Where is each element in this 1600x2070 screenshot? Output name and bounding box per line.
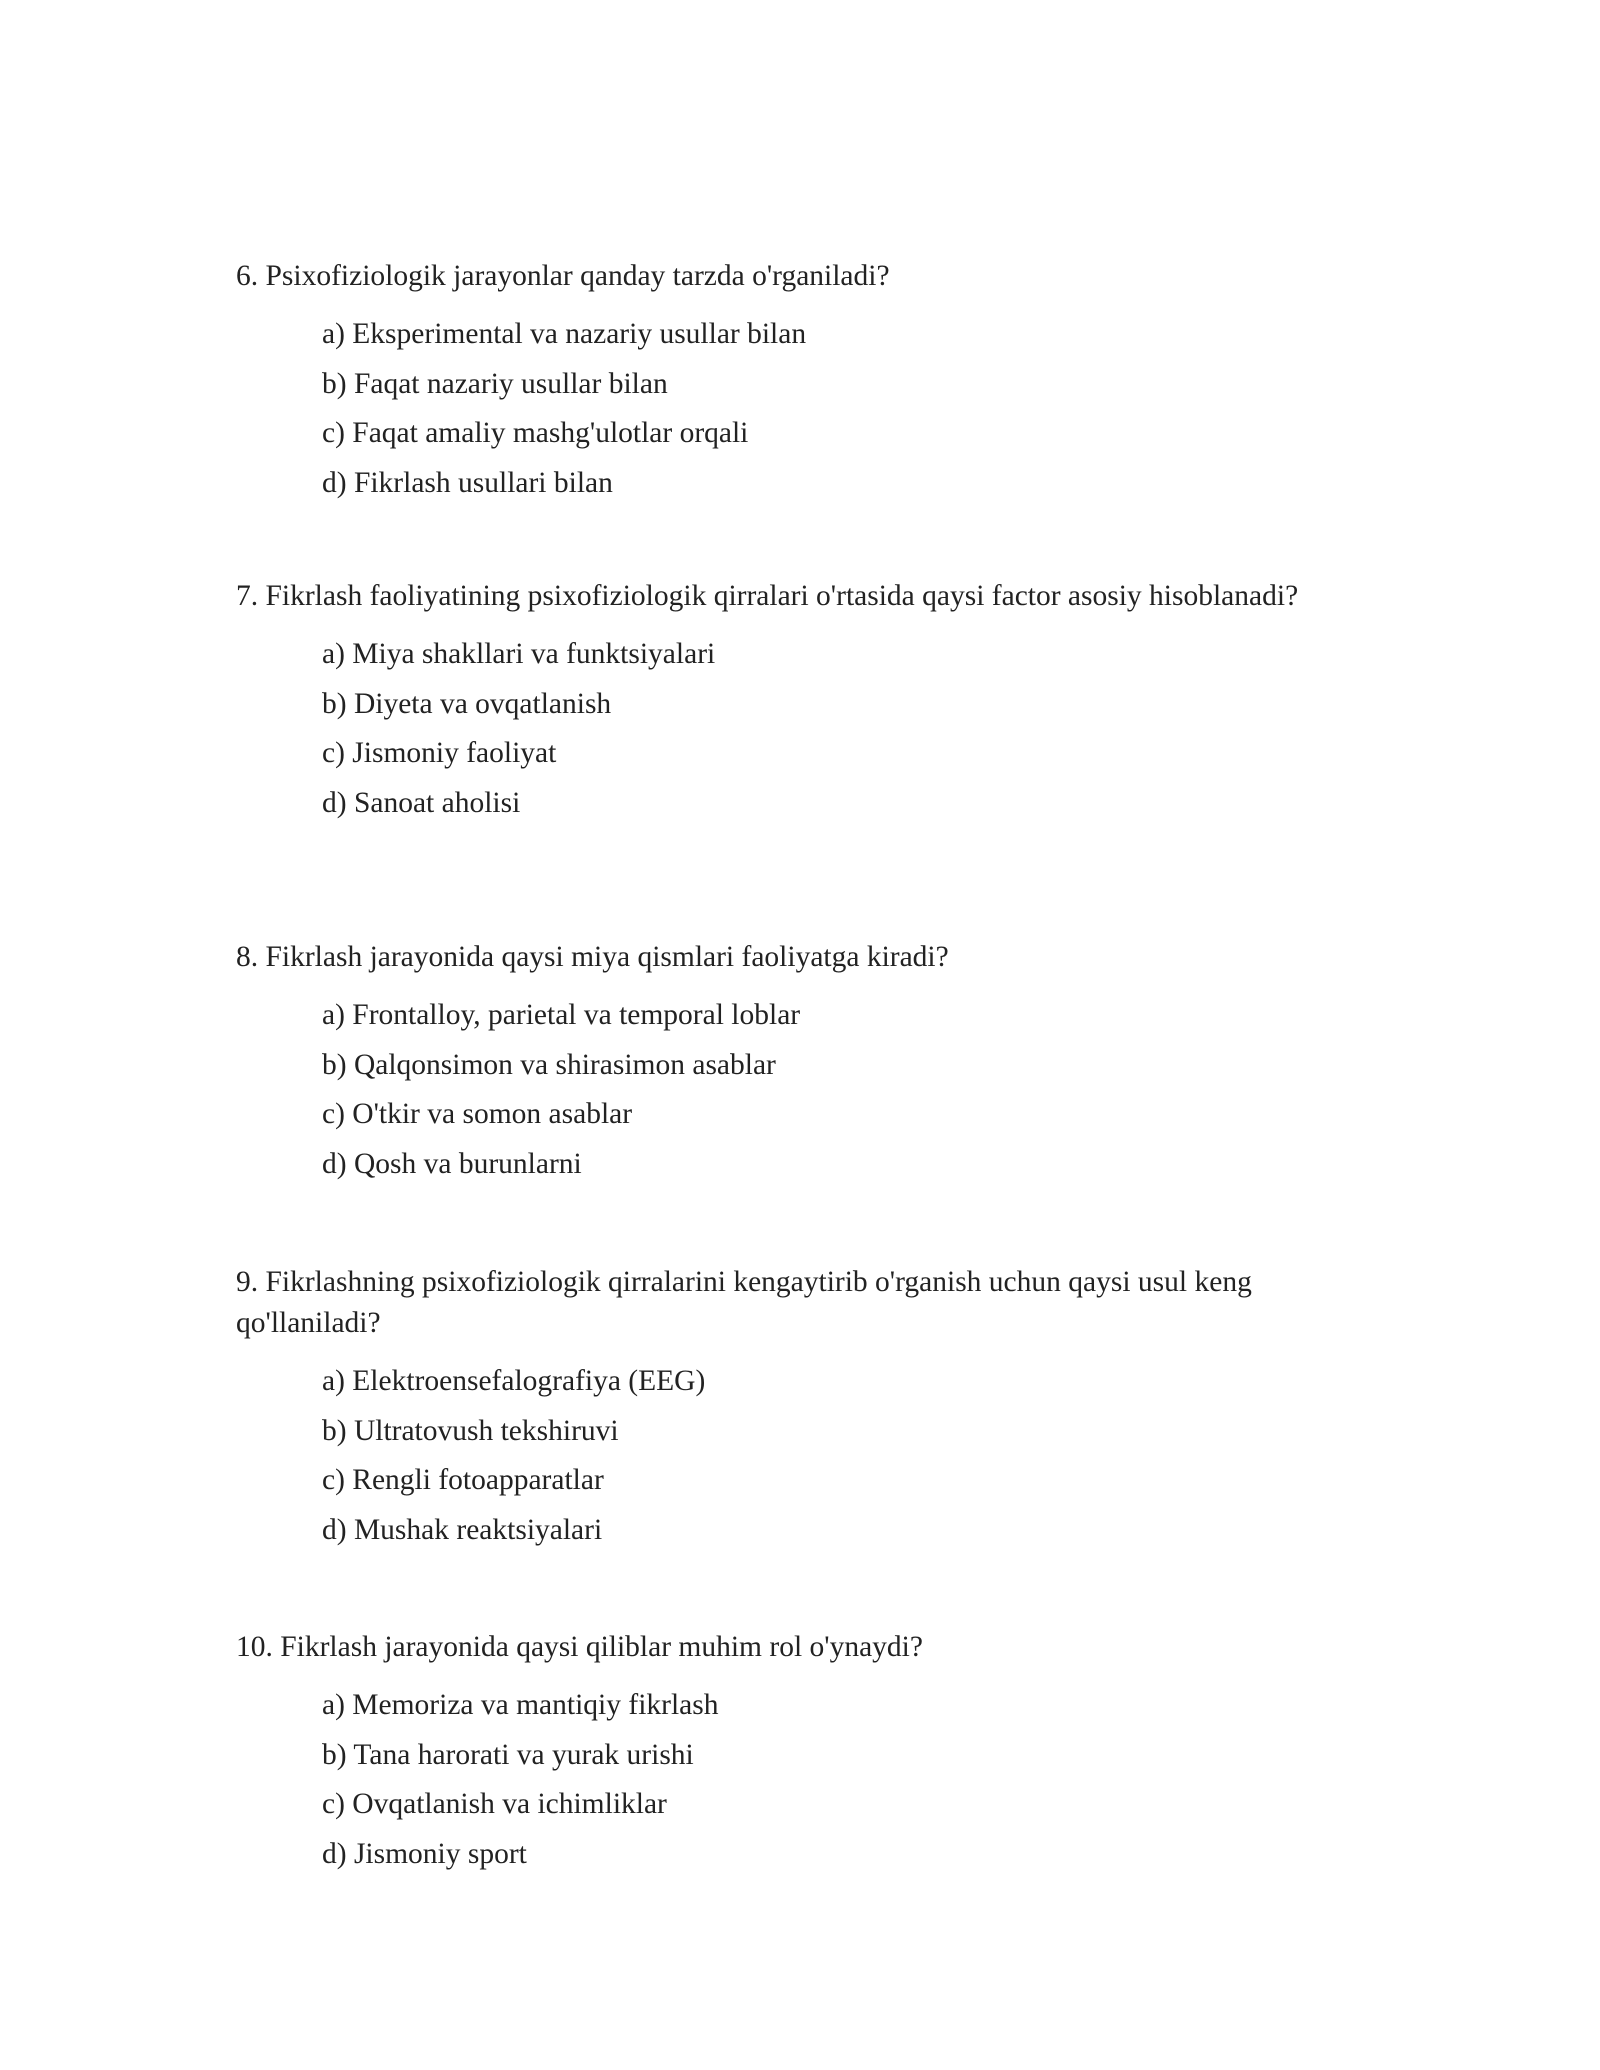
answer-option-a: a) Frontalloy, parietal va temporal loblar: [322, 999, 801, 1031]
question-text: 7. Fikrlash faoliyatining psixofiziologik qirralari o'rtasida qaysi factor asosiy hisoblanadi?: [236, 580, 1299, 612]
answer-option-a: a) Miya shakllari va funktsiyalari: [322, 638, 716, 670]
question-text: 9. Fikrlashning psixofiziologik qirralarini kengaytirib o'rganish uchun qaysi usul keng qo'llaniladi?: [236, 1266, 1252, 1339]
answer-option-a: a) Elektroensefalografiya (EEG): [322, 1365, 706, 1397]
answer-option-b: b) Faqat nazariy usullar bilan: [322, 367, 668, 400]
answer-options: [322, 991, 1386, 1189]
answer-option-d: d) Mushak reaktsiyalari: [322, 1513, 603, 1546]
question-10: [236, 1627, 1386, 1879]
answer-option-b: b) Tana harorati va yurak urishi: [322, 1738, 694, 1771]
answer-option-c: c) Rengli fotoapparatlar: [322, 1464, 604, 1497]
question-7: [236, 576, 1386, 828]
question-8: [236, 937, 1386, 1189]
answer-option-a: a) Eksperimental va nazariy usullar bilan: [322, 318, 807, 350]
answer-option-c: c) O'tkir va somon asablar: [322, 1098, 633, 1131]
answer-options: [322, 1357, 1386, 1555]
answer-option-d: d) Sanoat aholisi: [322, 786, 521, 819]
question-text: 6. Psixofiziologik jarayonlar qanday tarzda o'rganiladi?: [236, 260, 890, 292]
question-9: [236, 1262, 1386, 1555]
answer-option-d: d) Jismoniy sport: [322, 1837, 527, 1870]
answer-option-b: b) Ultratovush tekshiruvi: [322, 1414, 619, 1447]
answer-options: [322, 1681, 1386, 1879]
answer-option-b: b) Diyeta va ovqatlanish: [322, 687, 612, 720]
answer-option-c: c) Ovqatlanish va ichimliklar: [322, 1788, 667, 1821]
answer-option-d: d) Fikrlash usullari bilan: [322, 466, 613, 499]
answer-options: [322, 310, 1386, 508]
answer-option-d: d) Qosh va burunlarni: [322, 1147, 582, 1180]
question-6: [236, 256, 1386, 508]
question-text: 8. Fikrlash jarayonida qaysi miya qismlari faoliyatga kiradi?: [236, 941, 949, 973]
answer-option-a: a) Memoriza va mantiqiy fikrlash: [322, 1689, 719, 1721]
answer-options: [322, 630, 1386, 828]
answer-option-c: c) Faqat amaliy mashg'ulotlar orqali: [322, 417, 749, 450]
answer-option-b: b) Qalqonsimon va shirasimon asablar: [322, 1048, 776, 1081]
question-text: 10. Fikrlash jarayonida qaysi qiliblar muhim rol o'ynaydi?: [236, 1631, 923, 1663]
answer-option-c: c) Jismoniy faoliyat: [322, 737, 557, 770]
